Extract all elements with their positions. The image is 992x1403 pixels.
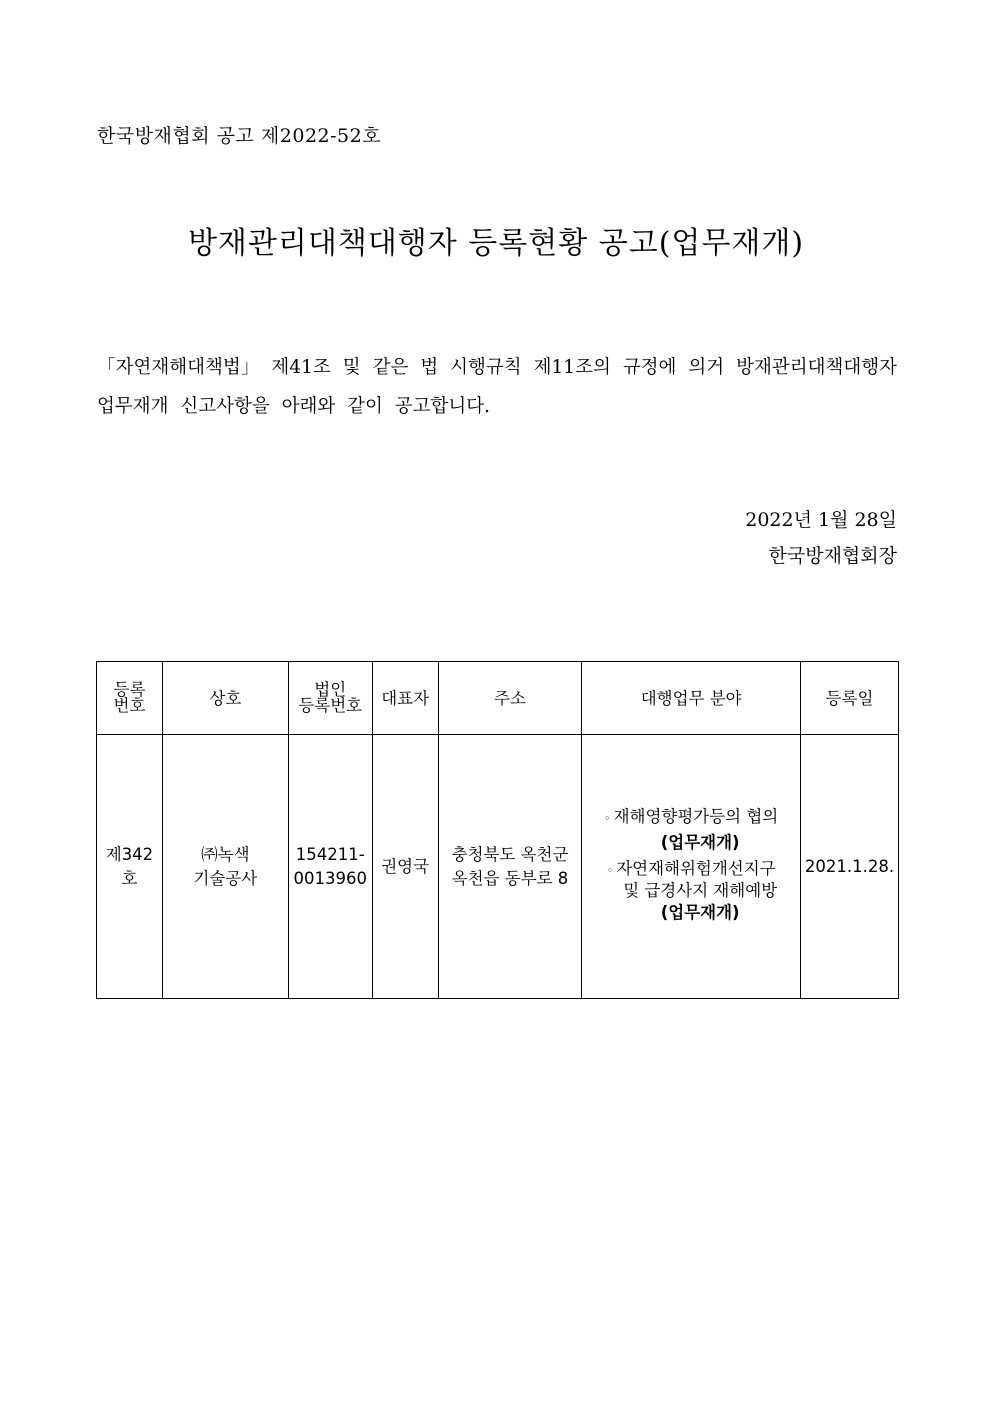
table-row xyxy=(97,735,899,999)
cell-representative: 권영국 xyxy=(372,735,438,999)
cell-fields xyxy=(582,735,801,999)
corp-reg-no-line2: 0013960 xyxy=(293,868,367,888)
header-corp-reg-no xyxy=(288,662,372,735)
header-fields: 대행업무 분야 xyxy=(582,662,801,735)
field-status: (업무재개) xyxy=(660,902,740,922)
document-title: 방재관리대책대행자 등록현황 공고(업무재개) xyxy=(187,226,805,261)
header-company: 상호 xyxy=(162,662,288,735)
field-text-cont: 및 급경사지 재해예방 xyxy=(623,880,778,900)
header-reg-no xyxy=(97,662,163,735)
company-line2: 기술공사 xyxy=(193,868,258,888)
address-line2: 옥천읍 동부로 8 xyxy=(451,868,569,888)
company-line1: ㈜녹색 xyxy=(201,844,250,864)
notice-date: 2022년 1월 28일 xyxy=(745,509,897,531)
corp-reg-no-line1: 154211- xyxy=(295,844,365,864)
bullet-icon: ◦ xyxy=(606,863,614,877)
header-reg-date: 등록일 xyxy=(800,662,898,735)
field-item xyxy=(584,805,798,831)
header-representative: 대표자 xyxy=(372,662,438,735)
cell-address xyxy=(438,735,582,999)
cell-corp-reg-no xyxy=(288,735,372,999)
header-corp-reg-no-line1: 법인 xyxy=(314,680,347,699)
cell-reg-date: 2021.1.28. xyxy=(800,735,898,999)
bullet-icon: ◦ xyxy=(604,811,611,825)
issuer-name: 한국방재협회장 xyxy=(768,545,897,567)
notice-number: 한국방재협회 공고 제2022-52호 xyxy=(97,125,382,147)
field-item xyxy=(584,859,798,901)
notice-paragraph: 「자연재해대책법」 제41조 및 같은 법 시행규칙 제11조의 규정에 의거 방재관리대책대행자 업무재개 신고사항을 아래와 같이 공고합니다. xyxy=(97,357,897,417)
header-reg-no-line1: 등록 xyxy=(113,680,146,699)
address-line1: 충청북도 옥천군 xyxy=(451,844,569,864)
header-reg-no-line2: 번호 xyxy=(113,696,146,715)
table-header-row xyxy=(97,662,899,735)
header-corp-reg-no-line2: 등록번호 xyxy=(298,696,363,715)
header-address: 주소 xyxy=(438,662,582,735)
field-status: (업무재개) xyxy=(660,832,740,852)
field-text: 재해영향평가등의 협의 xyxy=(613,806,779,826)
cell-reg-no: 제342호 xyxy=(97,735,163,999)
cell-company xyxy=(162,735,288,999)
field-text: 자연재해위험개선지구 xyxy=(616,858,776,878)
registration-table xyxy=(96,661,899,999)
